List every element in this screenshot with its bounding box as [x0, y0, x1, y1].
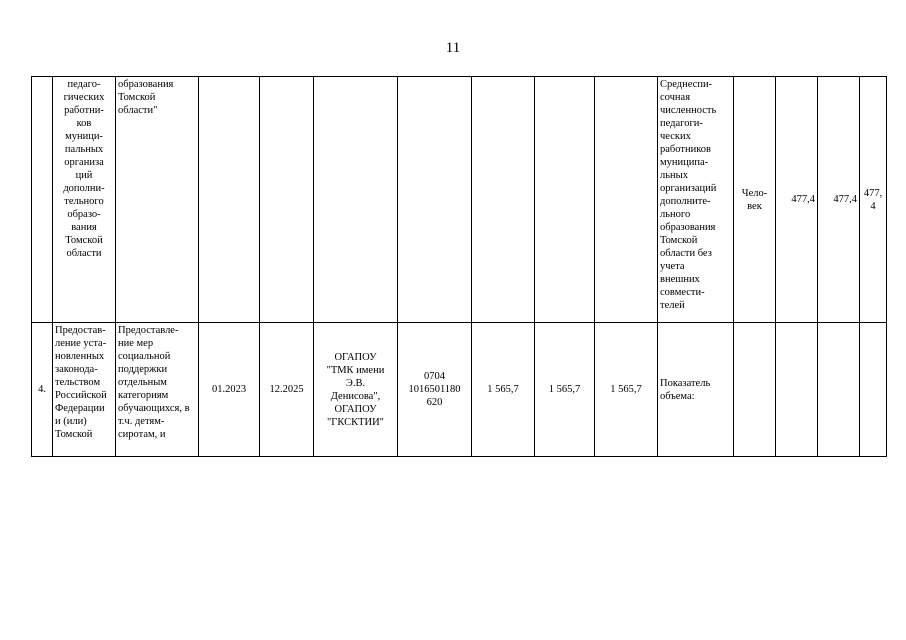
start-date-cell: [199, 77, 260, 323]
indicator-cell: Показатель объема:: [658, 323, 734, 457]
finance-year2-cell: [535, 77, 595, 323]
value-year3-cell: 477, 4: [860, 77, 887, 323]
table-row: [32, 77, 887, 323]
end-date-cell: [260, 77, 314, 323]
event-cell: педаго- гических работни- ков муници- пальных организа ций дополни- тельного образо- вания Томской области: [53, 77, 116, 323]
value-year2-cell: 477,4: [818, 77, 860, 323]
event-cell: Предостав- ление уста- новленных законода- тельством Российской Федерации и (или) Томской: [53, 323, 116, 457]
executor-cell: [314, 77, 398, 323]
value-year1-cell: 477,4: [776, 77, 818, 323]
measure-cell: образования Томской области": [116, 77, 199, 323]
table-row: [32, 323, 887, 457]
start-date-cell: 01.2023: [199, 323, 260, 457]
kbk-cell: 0704 1016501180 620: [398, 323, 472, 457]
unit-cell: [734, 323, 776, 457]
kbk-cell: [398, 77, 472, 323]
measure-cell: Предоставле- ние мер социальной поддержки отдельным категориям обучающихся, в т.ч. детям- сиротам, и: [116, 323, 199, 457]
finance-year1-cell: 1 565,7: [472, 323, 535, 457]
indicator-cell: Среднеспи- сочная численность педагоги- ческих работников муниципа- льных организаций дополните- льного образования Томской области без учета внешних совмести- телей: [658, 77, 734, 323]
finance-year2-cell: 1 565,7: [535, 323, 595, 457]
value-year1-cell: [776, 323, 818, 457]
value-year2-cell: [818, 323, 860, 457]
finance-year3-cell: [595, 77, 658, 323]
finance-year3-cell: 1 565,7: [595, 323, 658, 457]
row-number-cell: 4.: [32, 323, 53, 457]
value-year3-cell: [860, 323, 887, 457]
program-table: [31, 76, 887, 457]
finance-year1-cell: [472, 77, 535, 323]
page-number: 11: [445, 40, 461, 56]
row-number-cell: [32, 77, 53, 323]
unit-cell: Чело- век: [734, 77, 776, 323]
executor-cell: ОГАПОУ "ТМК имени Э.В. Денисова", ОГАПОУ "ГКСКТИИ": [314, 323, 398, 457]
end-date-cell: 12.2025: [260, 323, 314, 457]
